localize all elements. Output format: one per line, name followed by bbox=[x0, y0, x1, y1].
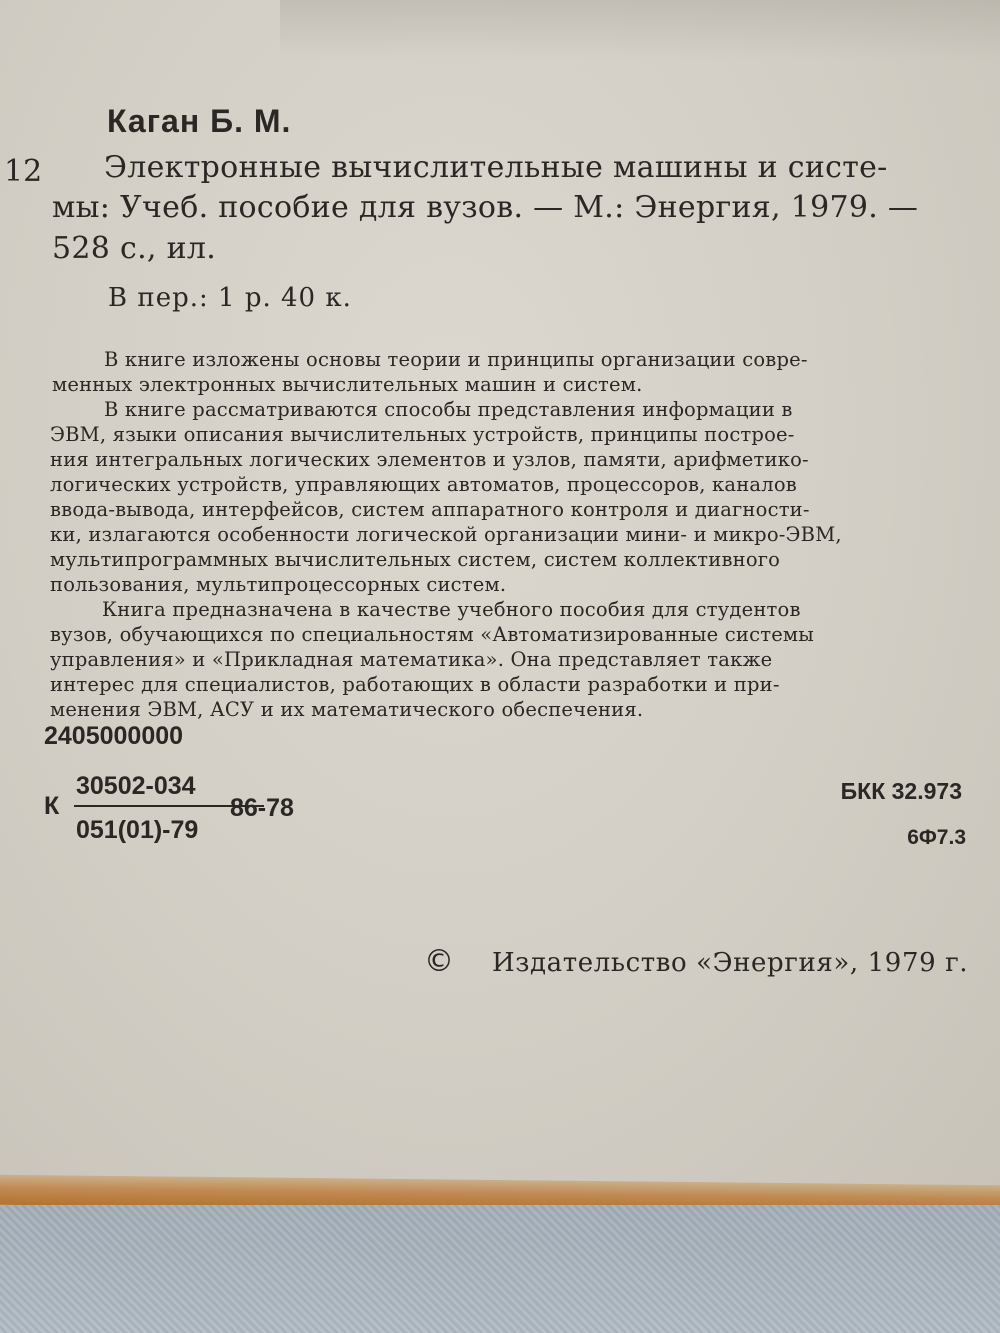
abstract-line: интерес для специалистов, работающих в области разработки и при- bbox=[50, 673, 780, 696]
author-name: Каган Б. М. bbox=[107, 103, 292, 139]
copyright-icon: © bbox=[424, 944, 454, 979]
bibliographic-line: Электронные вычислительные машины и систе- bbox=[104, 150, 888, 185]
abstract-line: управления» и «Прикладная математика». Она представляет также bbox=[50, 648, 773, 671]
abstract-line: ния интегральных логических элементов и узлов, памяти, арифметико- bbox=[50, 448, 809, 471]
abstract-line: ввода-вывода, интерфейсов, систем аппаратного контроля и диагности- bbox=[50, 498, 810, 521]
abstract-line: логических устройств, управляющих автоматов, процессоров, каналов bbox=[50, 473, 797, 496]
bbk-subcode: 6Ф7.3 bbox=[907, 826, 966, 849]
abstract-line: мультипрограммных вычислительных систем, систем коллективного bbox=[50, 548, 781, 571]
bleed-through bbox=[280, 0, 1000, 60]
index-code-letter: К bbox=[44, 792, 60, 820]
bibliographic-line: 528 с., ил. bbox=[52, 231, 217, 266]
abstract-line: ЭВМ, языки описания вычислительных устройств, принципы построе- bbox=[50, 423, 795, 446]
catalog-number: 2405000000 bbox=[44, 722, 184, 750]
abstract-line: пользования, мультипроцессорных систем. bbox=[50, 573, 507, 596]
bbk-code: БКК 32.973 bbox=[840, 778, 962, 804]
abstract-line: ки, излагаются особенности логической организации мини- и микро-ЭВМ, bbox=[50, 523, 842, 546]
index-code-suffix: 86-78 bbox=[230, 794, 294, 822]
bibliographic-line: мы: Учеб. пособие для вузов. — М.: Энергия, 1979. — bbox=[52, 190, 919, 225]
index-code bbox=[44, 768, 324, 858]
index-code-numerator: 30502-034 bbox=[76, 772, 196, 800]
tablecloth-background bbox=[0, 1205, 1000, 1333]
abstract-line: вузов, обучающихся по специальностям «Автоматизированные системы bbox=[50, 623, 815, 646]
index-code-denominator: 051(01)-79 bbox=[76, 816, 199, 844]
library-code: 12 bbox=[4, 154, 43, 189]
abstract-line: Книга предназначена в качестве учебного пособия для студентов bbox=[102, 598, 801, 621]
abstract-line: В книге рассматриваются способы представления информации в bbox=[104, 398, 793, 421]
copyright-text: Издательство «Энергия», 1979 г. bbox=[492, 948, 969, 978]
abstract-line: В книге изложены основы теории и принципы организации совре- bbox=[104, 348, 808, 371]
abstract-line: менных электронных вычислительных машин и систем. bbox=[52, 373, 643, 396]
abstract-line: менения ЭВМ, АСУ и их математического обеспечения. bbox=[50, 698, 644, 721]
price-line: В пер.: 1 р. 40 к. bbox=[108, 283, 352, 313]
